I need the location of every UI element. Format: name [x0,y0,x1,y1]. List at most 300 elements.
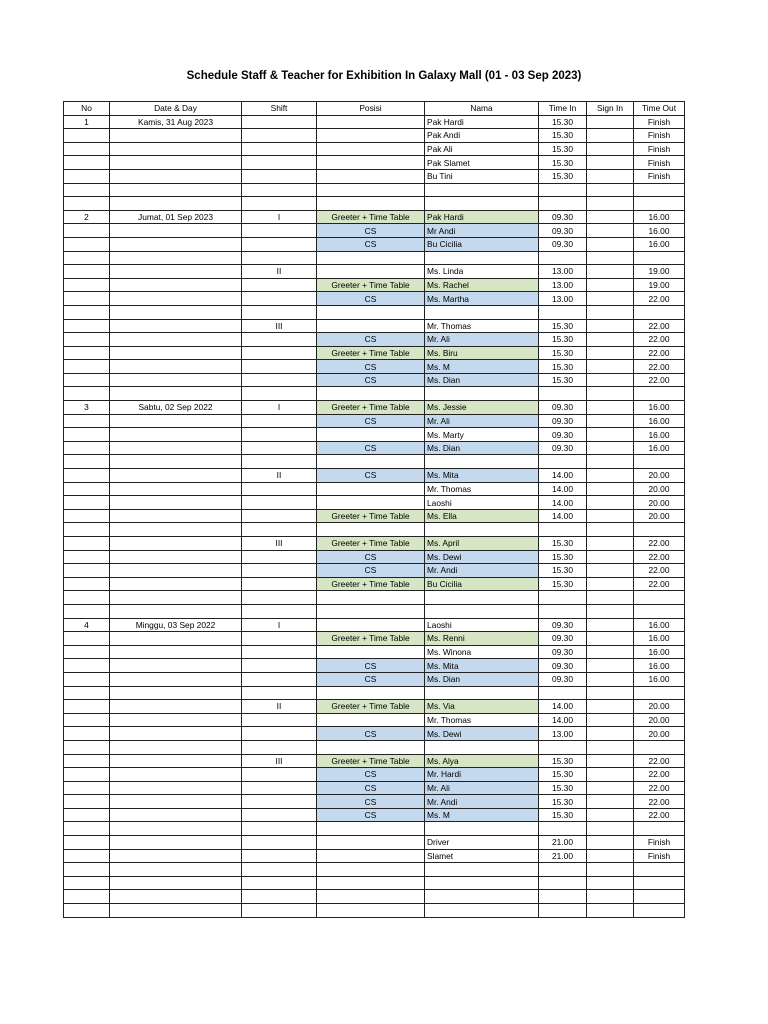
time-out-cell: Finish [634,142,685,156]
posisi-cell: CS [317,441,425,455]
posisi-cell: CS [317,768,425,782]
table-row [64,305,685,319]
nama-cell: Pak Ali [425,142,539,156]
date-cell [110,469,242,483]
page-title: Schedule Staff & Teacher for Exhibition In Galaxy Mall (01 - 03 Sep 2023) [186,70,582,82]
shift-cell [242,169,317,183]
shift-cell [242,387,317,401]
table-row [64,700,685,714]
shift-cell: II [242,265,317,279]
table-row [64,713,685,727]
shift-cell [242,564,317,578]
sign-in-cell [587,156,634,170]
header-no: No [64,102,110,116]
time-in-cell: 09.30 [539,441,587,455]
table-row [64,849,685,863]
time-out-cell: 16.00 [634,428,685,442]
time-in-cell: 15.30 [539,129,587,143]
nama-cell: Ms. Winona [425,645,539,659]
shift-cell [242,781,317,795]
no-cell [64,469,110,483]
time-out-cell [634,740,685,754]
no-cell [64,591,110,605]
date-cell [110,700,242,714]
no-cell [64,604,110,618]
nama-cell: Ms. Rachel [425,278,539,292]
table-row [64,740,685,754]
time-out-cell: 22.00 [634,346,685,360]
shift-cell: I [242,401,317,415]
time-out-cell: 22.00 [634,768,685,782]
time-in-cell: 15.30 [539,781,587,795]
nama-cell: Laoshi [425,618,539,632]
shift-cell [242,523,317,537]
date-cell [110,591,242,605]
time-out-cell: 16.00 [634,210,685,224]
header-sign-in: Sign In [587,102,634,116]
posisi-cell: CS [317,781,425,795]
no-cell [64,265,110,279]
no-cell [64,700,110,714]
nama-cell [425,251,539,265]
posisi-cell: CS [317,795,425,809]
posisi-cell [317,115,425,129]
posisi-cell [317,591,425,605]
sign-in-cell [587,278,634,292]
no-cell [64,197,110,211]
date-cell [110,129,242,143]
time-in-cell: 09.30 [539,645,587,659]
nama-cell: Ms. Martha [425,292,539,306]
shift-cell [242,876,317,890]
time-in-cell: 15.30 [539,768,587,782]
posisi-cell [317,197,425,211]
time-in-cell [539,591,587,605]
posisi-cell [317,319,425,333]
date-cell [110,836,242,850]
table-row [64,822,685,836]
posisi-cell [317,604,425,618]
sign-in-cell [587,319,634,333]
table-row [64,278,685,292]
date-cell: Jumat, 01 Sep 2023 [110,210,242,224]
table-row [64,387,685,401]
table-row [64,618,685,632]
no-cell [64,156,110,170]
no-cell [64,523,110,537]
time-in-cell: 09.30 [539,618,587,632]
nama-cell [425,740,539,754]
time-in-cell: 14.00 [539,700,587,714]
posisi-cell [317,686,425,700]
shift-cell [242,156,317,170]
posisi-cell: Greeter + Time Table [317,632,425,646]
nama-cell: Mr. Hardi [425,768,539,782]
date-cell [110,781,242,795]
shift-cell [242,251,317,265]
table-row [64,550,685,564]
date-cell [110,822,242,836]
time-in-cell: 15.30 [539,319,587,333]
table-row [64,672,685,686]
date-cell [110,876,242,890]
no-cell [64,373,110,387]
date-cell [110,672,242,686]
posisi-cell: CS [317,672,425,686]
time-in-cell: 09.30 [539,428,587,442]
date-cell [110,292,242,306]
posisi-cell [317,876,425,890]
shift-cell [242,509,317,523]
nama-cell [425,822,539,836]
time-out-cell: 22.00 [634,550,685,564]
time-in-cell [539,305,587,319]
shift-cell [242,768,317,782]
posisi-cell [317,265,425,279]
time-out-cell: Finish [634,156,685,170]
posisi-cell [317,428,425,442]
time-out-cell [634,686,685,700]
nama-cell [425,197,539,211]
date-cell [110,604,242,618]
table-row [64,577,685,591]
no-cell [64,768,110,782]
no-cell [64,808,110,822]
date-cell: Minggu, 03 Sep 2022 [110,618,242,632]
table-row [64,183,685,197]
date-cell [110,754,242,768]
nama-cell: Bu Cicilia [425,237,539,251]
time-out-cell: 22.00 [634,373,685,387]
time-in-cell: 09.30 [539,224,587,238]
sign-in-cell [587,360,634,374]
shift-cell [242,686,317,700]
posisi-cell: CS [317,414,425,428]
no-cell [64,414,110,428]
time-in-cell: 13.00 [539,727,587,741]
shift-cell [242,727,317,741]
shift-cell [242,822,317,836]
posisi-cell [317,387,425,401]
no-cell [64,686,110,700]
sign-in-cell [587,849,634,863]
time-in-cell [539,822,587,836]
table-row [64,237,685,251]
sign-in-cell [587,604,634,618]
time-in-cell: 15.30 [539,333,587,347]
time-out-cell [634,387,685,401]
date-cell [110,455,242,469]
date-cell [110,278,242,292]
posisi-cell [317,822,425,836]
header-nama: Nama [425,102,539,116]
no-cell: 2 [64,210,110,224]
time-in-cell: 13.00 [539,278,587,292]
sign-in-cell [587,414,634,428]
sign-in-cell [587,904,634,918]
no-cell [64,183,110,197]
table-row [64,781,685,795]
no-cell [64,237,110,251]
time-in-cell: 15.30 [539,564,587,578]
table-row [64,890,685,904]
shift-cell [242,237,317,251]
date-cell [110,808,242,822]
date-cell [110,142,242,156]
date-cell [110,768,242,782]
sign-in-cell [587,727,634,741]
table-row [64,169,685,183]
time-out-cell: 22.00 [634,319,685,333]
no-cell [64,564,110,578]
posisi-cell: Greeter + Time Table [317,754,425,768]
no-cell [64,428,110,442]
shift-cell [242,849,317,863]
time-out-cell: Finish [634,129,685,143]
table-row [64,210,685,224]
shift-cell: I [242,210,317,224]
posisi-cell [317,618,425,632]
time-in-cell: 09.30 [539,237,587,251]
shift-cell [242,183,317,197]
time-in-cell: 21.00 [539,849,587,863]
table-row [64,754,685,768]
time-out-cell: Finish [634,836,685,850]
time-in-cell: 09.30 [539,210,587,224]
time-in-cell [539,890,587,904]
table-row [64,469,685,483]
time-out-cell: 16.00 [634,659,685,673]
time-out-cell: 19.00 [634,265,685,279]
date-cell [110,564,242,578]
shift-cell [242,645,317,659]
table-row [64,863,685,877]
table-row [64,645,685,659]
shift-cell [242,808,317,822]
time-in-cell [539,197,587,211]
time-out-cell [634,604,685,618]
no-cell [64,387,110,401]
nama-cell: Pak Hardi [425,115,539,129]
time-in-cell: 15.30 [539,360,587,374]
no-cell [64,455,110,469]
date-cell [110,890,242,904]
shift-cell [242,333,317,347]
time-in-cell [539,876,587,890]
time-in-cell: 15.30 [539,169,587,183]
sign-in-cell [587,401,634,415]
posisi-cell: CS [317,659,425,673]
shift-cell [242,115,317,129]
sign-in-cell [587,632,634,646]
nama-cell: Ms. Ella [425,509,539,523]
time-out-cell: 20.00 [634,509,685,523]
no-cell [64,672,110,686]
nama-cell: Ms. Dewi [425,727,539,741]
sign-in-cell [587,441,634,455]
no-cell [64,713,110,727]
shift-cell [242,740,317,754]
table-row [64,414,685,428]
date-cell [110,509,242,523]
shift-cell [242,278,317,292]
time-out-cell: 16.00 [634,645,685,659]
time-in-cell [539,740,587,754]
time-out-cell [634,523,685,537]
table-row [64,795,685,809]
nama-cell: Mr. Thomas [425,319,539,333]
shift-cell [242,360,317,374]
time-out-cell: Finish [634,849,685,863]
shift-cell [242,659,317,673]
posisi-cell: Greeter + Time Table [317,278,425,292]
sign-in-cell [587,645,634,659]
nama-cell: Pak Hardi [425,210,539,224]
sign-in-cell [587,251,634,265]
no-cell [64,278,110,292]
nama-cell: Driver [425,836,539,850]
date-cell: Kamis, 31 Aug 2023 [110,115,242,129]
nama-cell: Ms. Marty [425,428,539,442]
posisi-cell [317,251,425,265]
table-row [64,156,685,170]
time-out-cell: 22.00 [634,577,685,591]
table-row [64,564,685,578]
time-in-cell: 15.30 [539,156,587,170]
no-cell [64,142,110,156]
table-row [64,632,685,646]
posisi-cell [317,156,425,170]
time-out-cell: 20.00 [634,469,685,483]
sign-in-cell [587,115,634,129]
nama-cell: Slamet [425,849,539,863]
posisi-cell [317,904,425,918]
table-row [64,904,685,918]
time-out-cell: 22.00 [634,333,685,347]
sign-in-cell [587,808,634,822]
no-cell: 4 [64,618,110,632]
posisi-cell: CS [317,564,425,578]
posisi-cell [317,836,425,850]
no-cell [64,129,110,143]
nama-cell: Ms. Dian [425,441,539,455]
date-cell [110,305,242,319]
sign-in-cell [587,224,634,238]
sign-in-cell [587,591,634,605]
date-cell [110,251,242,265]
sign-in-cell [587,822,634,836]
time-in-cell: 14.00 [539,482,587,496]
posisi-cell [317,455,425,469]
date-cell [110,537,242,551]
time-out-cell [634,822,685,836]
no-cell [64,904,110,918]
time-in-cell: 21.00 [539,836,587,850]
time-out-cell: 22.00 [634,781,685,795]
posisi-cell: Greeter + Time Table [317,700,425,714]
time-out-cell [634,863,685,877]
time-in-cell [539,604,587,618]
nama-cell: Ms. Alya [425,754,539,768]
shift-cell [242,591,317,605]
posisi-cell [317,142,425,156]
nama-cell: Mr. Andi [425,795,539,809]
table-row [64,727,685,741]
table-row [64,319,685,333]
date-cell [110,346,242,360]
table-row [64,482,685,496]
time-in-cell: 09.30 [539,401,587,415]
posisi-cell: CS [317,469,425,483]
sign-in-cell [587,333,634,347]
nama-cell: Mr. Ali [425,414,539,428]
nama-cell [425,305,539,319]
posisi-cell [317,890,425,904]
time-in-cell: 14.00 [539,496,587,510]
sign-in-cell [587,686,634,700]
time-in-cell: 13.00 [539,292,587,306]
sign-in-cell [587,890,634,904]
shift-cell [242,346,317,360]
time-in-cell: 15.30 [539,550,587,564]
posisi-cell [317,849,425,863]
nama-cell: Ms. Via [425,700,539,714]
header-shift: Shift [242,102,317,116]
date-cell [110,740,242,754]
table-row [64,604,685,618]
time-in-cell: 15.30 [539,115,587,129]
shift-cell [242,496,317,510]
posisi-cell: CS [317,224,425,238]
table-row [64,265,685,279]
nama-cell: Mr. Thomas [425,482,539,496]
shift-cell [242,863,317,877]
time-out-cell [634,251,685,265]
no-cell [64,577,110,591]
no-cell [64,251,110,265]
sign-in-cell [587,265,634,279]
shift-cell [242,224,317,238]
date-cell [110,197,242,211]
time-out-cell: 16.00 [634,441,685,455]
shift-cell: III [242,319,317,333]
shift-cell [242,197,317,211]
table-row [64,129,685,143]
date-cell [110,156,242,170]
sign-in-cell [587,292,634,306]
table-row [64,836,685,850]
date-cell [110,686,242,700]
posisi-cell [317,496,425,510]
time-in-cell: 15.30 [539,795,587,809]
shift-cell [242,441,317,455]
nama-cell [425,523,539,537]
schedule-table [63,101,685,918]
time-out-cell: 20.00 [634,496,685,510]
sign-in-cell [587,618,634,632]
no-cell [64,360,110,374]
no-cell [64,319,110,333]
sign-in-cell [587,210,634,224]
table-row [64,455,685,469]
shift-cell [242,414,317,428]
date-cell [110,360,242,374]
time-out-cell [634,305,685,319]
time-in-cell [539,455,587,469]
no-cell [64,224,110,238]
date-cell [110,387,242,401]
posisi-cell: CS [317,360,425,374]
